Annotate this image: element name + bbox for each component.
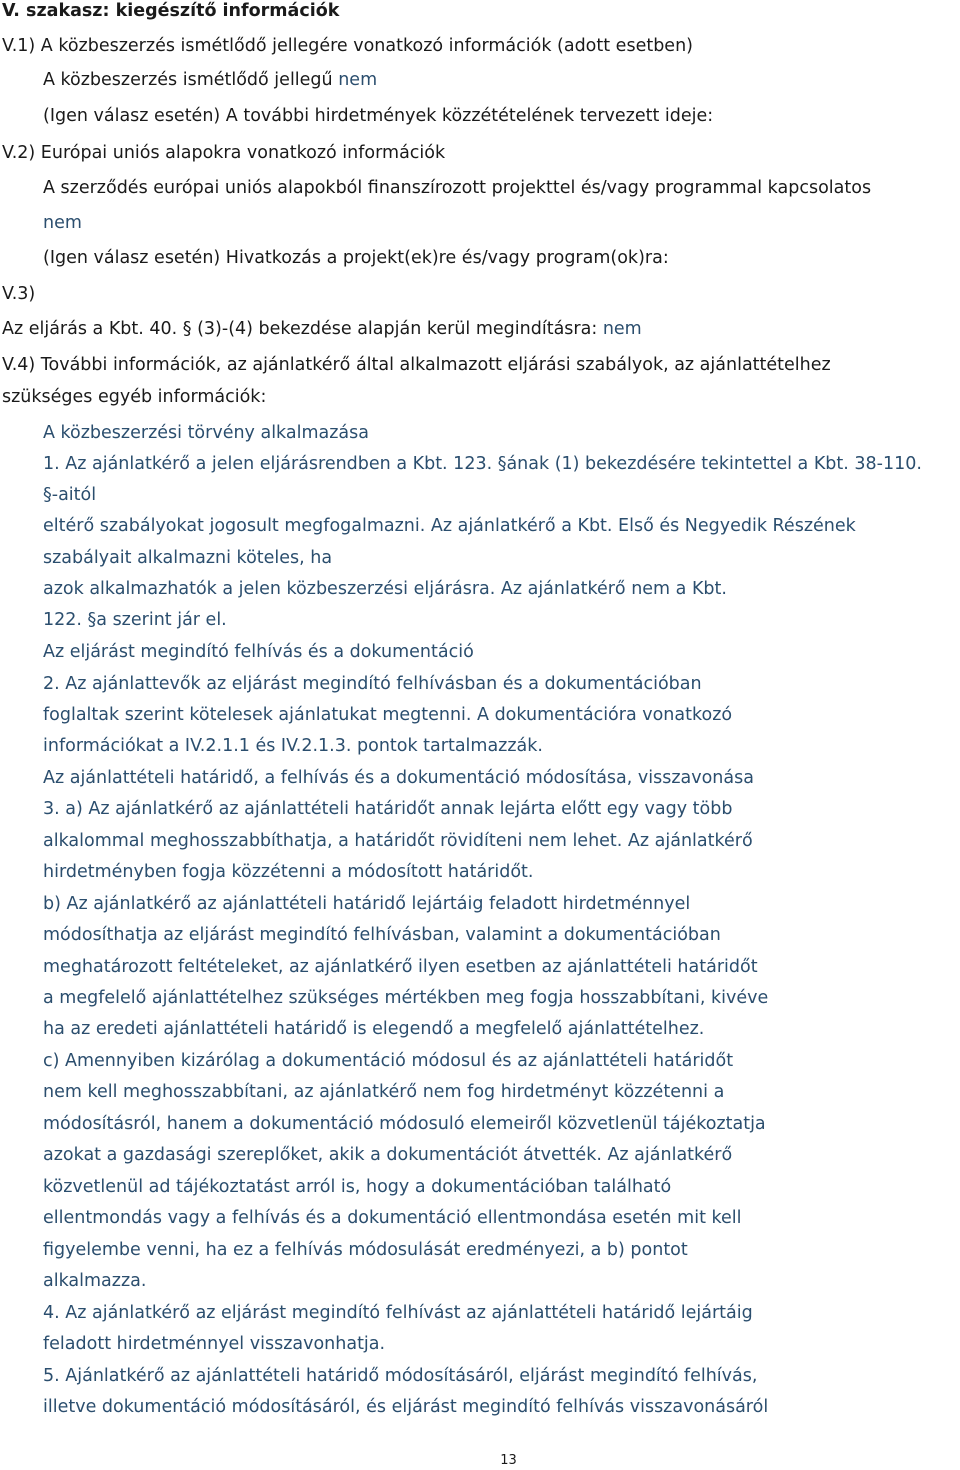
v1-heading: V.1) A közbeszerzés ismétlődő jellegére vonatkozó információk (adott esetben)	[2, 36, 693, 56]
v4-body-line: feladott hirdetménnyel visszavonhatja.	[43, 1334, 386, 1354]
v4-body-line: módosíthatja az eljárást megindító felhívásban, valamint a dokumentációban	[43, 925, 721, 945]
v2-question-value: nem	[43, 213, 82, 233]
v3-question	[2, 318, 642, 340]
v4-body-line: alkalommal meghosszabbíthatja, a határidőt rövidíteni nem lehet. Az ajánlatkérő	[43, 831, 753, 851]
v4-body-line: közvetlenül ad tájékoztatást arról is, hogy a dokumentációban található	[43, 1177, 672, 1197]
v1-question-value: nem	[338, 70, 378, 90]
v4-body-line: ellentmondás vagy a felhívás és a dokumentáció ellentmondása esetén mit kell	[43, 1208, 742, 1228]
v1-question	[43, 69, 377, 91]
v4-body-line: ha az eredeti ajánlattételi határidő is elegendő a megfelelő ajánlattételhez.	[43, 1019, 705, 1039]
v4-heading-line1: V.4) További információk, az ajánlatkérő által alkalmazott eljárási szabályok, az ajánlattételhez	[2, 355, 831, 375]
v4-body-line: b) Az ajánlatkérő az ajánlattételi határidő lejártáig feladott hirdetménnyel	[43, 894, 691, 914]
v4-body-line: A közbeszerzési törvény alkalmazása	[43, 423, 369, 443]
v4-body-line: 3. a) Az ajánlatkérő az ajánlattételi határidőt annak lejárta előtt egy vagy több	[43, 799, 733, 819]
v4-body-line: Az ajánlattételi határidő, a felhívás és a dokumentáció módosítása, visszavonása	[43, 768, 754, 788]
v4-body-line: hirdetményben fogja közzétenni a módosított határidőt.	[43, 862, 534, 882]
v4-body-line: c) Amennyiben kizárólag a dokumentáció módosul és az ajánlattételi határidőt	[43, 1051, 734, 1071]
v4-body-line: alkalmazza.	[43, 1271, 147, 1291]
v3-heading: V.3)	[2, 284, 36, 304]
v4-body-line: illetve dokumentáció módosításáról, és eljárást megindító felhívás visszavonásáról	[43, 1397, 769, 1417]
v4-body-line: azok alkalmazhatók a jelen közbeszerzési eljárásra. Az ajánlatkérő nem a Kbt.	[43, 579, 727, 599]
v4-body-line: 2. Az ajánlattevők az eljárást megindító felhívásban és a dokumentációban	[43, 674, 702, 694]
v4-body-line: meghatározott feltételeket, az ajánlatkérő ilyen esetben az ajánlattételi határidőt	[43, 957, 758, 977]
v4-body-line: szabályait alkalmazni köteles, ha	[43, 548, 333, 568]
v3-question-value: nem	[602, 319, 642, 339]
v4-body-line: eltérő szabályokat jogosult megfogalmazni. Az ajánlatkérő a Kbt. Első és Negyedik Részének	[43, 516, 856, 536]
v4-body-line: 122. §a szerint jár el.	[43, 610, 227, 630]
v2-heading: V.2) Európai uniós alapokra vonatkozó információk	[2, 143, 446, 163]
v1-question-label: A közbeszerzés ismétlődő jellegű	[43, 70, 333, 90]
v4-body-line: 4. Az ajánlatkérő az eljárást megindító felhívást az ajánlattételi határidő lejártáig	[43, 1303, 753, 1323]
v4-body-line: 5. Ajánlatkérő az ajánlattételi határidő módosításáról, eljárást megindító felhívás,	[43, 1366, 758, 1386]
section-title: V. szakasz: kiegészítő információk	[2, 1, 340, 21]
v2-question-label: A szerződés európai uniós alapokból finanszírozott projekttel és/vagy programmal kapcsolatos	[43, 178, 872, 198]
page-number: 13	[500, 1453, 517, 1468]
v4-body-line: módosításról, hanem a dokumentáció módosuló elemeiről közvetlenül tájékoztatja	[43, 1114, 766, 1134]
v4-body-line: foglaltak szerint kötelesek ajánlatukat megtenni. A dokumentációra vonatkozó	[43, 705, 733, 725]
v4-body-line: információkat a IV.2.1.1 és IV.2.1.3. pontok tartalmazzák.	[43, 736, 543, 756]
v4-body-line: 1. Az ajánlatkérő a jelen eljárásrendben a Kbt. 123. §ának (1) bekezdésére tekintettel a Kbt. 38-110.	[43, 454, 922, 474]
v4-heading-line2: szükséges egyéb információk:	[2, 387, 267, 407]
v2-followup: (Igen válasz esetén) Hivatkozás a projekt(ek)re és/vagy program(ok)ra:	[43, 248, 669, 268]
v4-body-line: figyelembe venni, ha ez a felhívás módosulását eredményezi, a b) pontot	[43, 1240, 688, 1260]
v3-question-label: Az eljárás a Kbt. 40. § (3)-(4) bekezdése alapján kerül megindításra:	[2, 319, 598, 339]
v4-body-line: azokat a gazdasági szereplőket, akik a dokumentációt átvették. Az ajánlatkérő	[43, 1145, 733, 1165]
v4-body-line: §-aitól	[43, 485, 97, 505]
v1-followup: (Igen válasz esetén) A további hirdetmények közzétételének tervezett ideje:	[43, 106, 714, 126]
v4-body-line: a megfelelő ajánlattételhez szükséges mértékben meg fogja hosszabbítani, kivéve	[43, 988, 769, 1008]
v4-body-line: nem kell meghosszabbítani, az ajánlatkérő nem fog hirdetményt közzétenni a	[43, 1082, 725, 1102]
v4-body-line: Az eljárást megindító felhívás és a dokumentáció	[43, 642, 474, 662]
